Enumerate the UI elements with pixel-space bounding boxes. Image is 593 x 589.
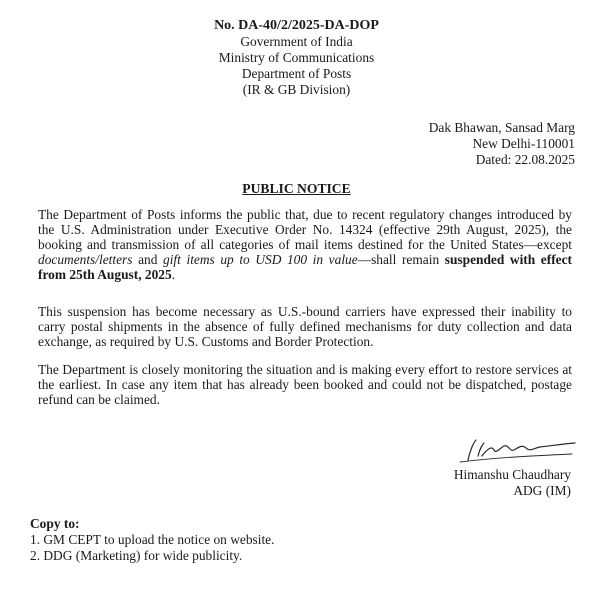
para1-text-c: —shall remain	[357, 252, 445, 267]
address-line-2: New Delhi-110001	[472, 136, 575, 151]
notice-title: PUBLIC NOTICE	[242, 181, 351, 196]
paragraph-1	[38, 207, 572, 282]
department-line: Department of Posts	[241, 66, 352, 81]
copy-to-heading: Copy to:	[30, 516, 80, 531]
signatory-name: Himanshu Chaudhary	[453, 467, 571, 482]
copy-to-item-2: 2. DDG (Marketing) for wide publicity.	[30, 548, 243, 563]
copy-to-item-1: 1. GM CEPT to upload the notice on website.	[30, 532, 275, 547]
address-line-1: Dak Bhawan, Sansad Marg	[428, 120, 575, 135]
para1-text-a: The Department of Posts informs the public that, due to recent regulatory changes introduced by the U.S. Administration under Executive Order No. 14324 (effective 29th August, 2025), the booking and transmission of all categories of mail items destined for the United States—except	[38, 207, 572, 252]
paragraph-3: The Department is closely monitoring the situation and is making every effort to restore services at the earliest. In case any item that has already been booked and could not be dispatched, postage refund can be claimed.	[38, 362, 572, 407]
para1-italic-documents: documents/letters	[38, 252, 133, 267]
copy-to-section	[30, 516, 274, 564]
para1-bold-suspension: suspended with effect from 25th August, 2025	[38, 252, 573, 282]
para1-text-b: and	[132, 252, 164, 267]
ministry-line: Ministry of Communications	[218, 50, 375, 65]
signatory-block	[454, 467, 571, 499]
paragraph-2: This suspension has become necessary as U.S.-bound carriers have expressed their inability to carry postal shipments in the absence of fully defined mechanisms for duty collection and data exchange, as required by U.S. Customs and Border Protection.	[38, 304, 572, 349]
division-line: (IR & GB Division)	[242, 82, 351, 97]
office-address	[429, 120, 575, 168]
govt-line: Government of India	[240, 34, 353, 49]
notice-date: Dated: 22.08.2025	[475, 152, 575, 167]
para1-text-d: .	[171, 267, 176, 282]
signatory-designation: ADG (IM)	[513, 483, 571, 498]
reference-number: No. DA-40/2/2025-DA-DOP	[214, 18, 379, 33]
letterhead	[0, 18, 593, 98]
para1-italic-gifts: gift items up to USD 100 in value	[163, 252, 358, 267]
handwritten-signature	[430, 434, 580, 466]
